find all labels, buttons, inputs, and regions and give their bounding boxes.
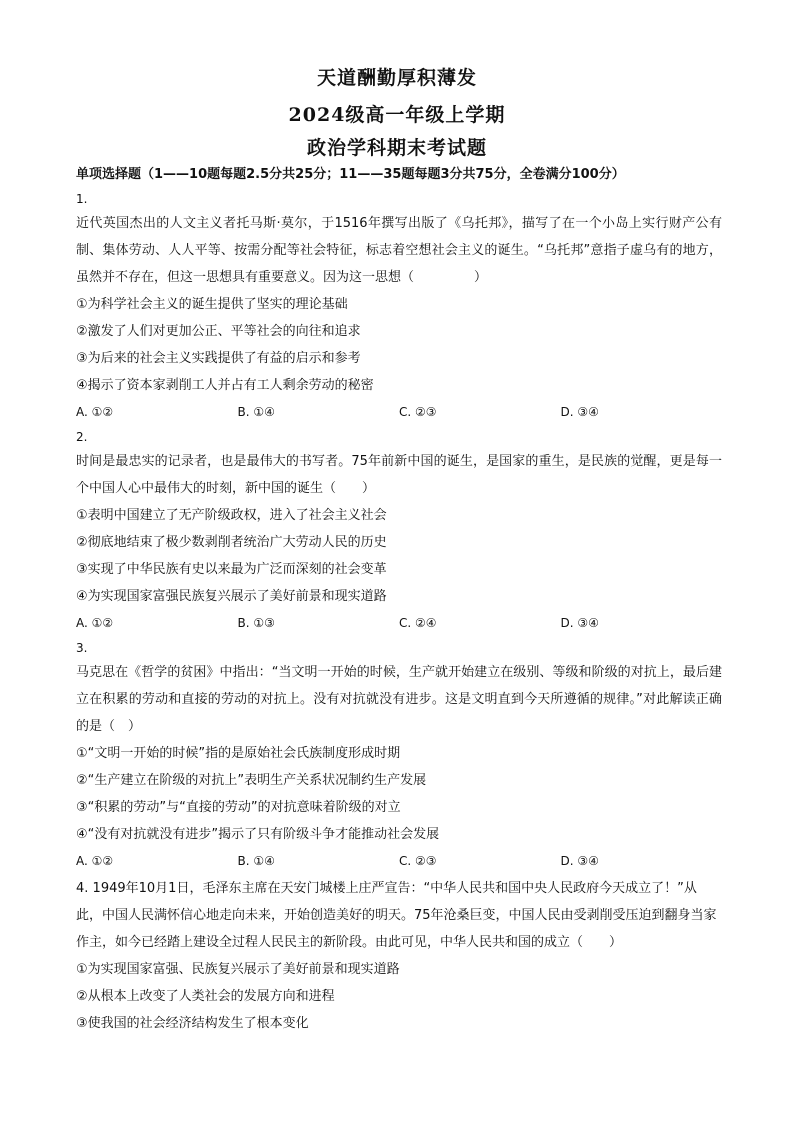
- question-4: [76, 875, 722, 1037]
- answer-choices: [76, 399, 722, 426]
- exam-title: 政治学科期末考试题: [306, 137, 487, 159]
- statement-option: ①“文明一开始的时候”指的是原始社会氏族制度形成时期: [76, 746, 401, 761]
- statement-option: ④揭示了资本家剥削工人并占有工人剩余劳动的秘密: [76, 378, 374, 393]
- question-2: [76, 426, 722, 637]
- choice-d[interactable]: D. ③④: [560, 854, 599, 868]
- question-stem: 时间是最忠实的记录者，也是最伟大的书写者。75年前新中国的诞生，是国家的重生，是民族的觉醒，更是每一个中国人心中最伟大的时刻，新中国的诞生（ ）: [76, 454, 722, 496]
- statement-option: ④为实现国家富强民族复兴展示了美好前景和现实道路: [76, 589, 387, 604]
- statement-option: ②激发了人们对更加公正、平等社会的向往和追求: [76, 324, 361, 339]
- statement-option: ①为科学社会主义的诞生提供了坚实的理论基础: [76, 297, 348, 312]
- question-stem-text: 近代英国杰出的人文主义者托马斯·莫尔，于1516年撰写出版了《乌托邦》，描写了在一个小岛上实行财产公有制、集体劳动、人人平等、按需分配等社会特征，标志着空想社会主义的诞生。“乌托邦”意指子虚乌有的地方，虽然并不存在，但这一思想具有重要意义。因为这一思想（: [76, 216, 722, 285]
- statement-option: ④“没有对抗就没有进步”揭示了只有阶级斗争才能推动社会发展: [76, 827, 440, 842]
- question-number: 3.: [76, 641, 88, 655]
- statement-option: ②“生产建立在阶级的对抗上”表明生产关系状况制约生产发展: [76, 773, 427, 788]
- grade-term: 2024级高一年级上学期: [288, 104, 506, 126]
- statement-option: ②彻底地结束了极少数剥削者统治广大劳动人民的历史: [76, 535, 387, 550]
- answer-choices: [76, 610, 722, 637]
- statement-option: ①表明中国建立了无产阶级政权，进入了社会主义社会: [76, 508, 387, 523]
- question-3: [76, 637, 722, 875]
- statement-option: ③“积累的劳动”与“直接的劳动”的对抗意味着阶级的对立: [76, 800, 401, 815]
- section-instructions: 单项选择题（1——10题每题2.5分共25分；11——35题每题3分共75分，全卷满分100分）: [76, 167, 625, 182]
- statement-option: ③使我国的社会经济结构发生了根本变化: [76, 1016, 309, 1031]
- choice-d[interactable]: D. ③④: [560, 405, 599, 419]
- question-stem: [76, 875, 722, 956]
- statement-option: ①为实现国家富强、民族复兴展示了美好前景和现实道路: [76, 962, 400, 977]
- choice-b[interactable]: B. ①③: [237, 616, 275, 630]
- question-list: [76, 188, 722, 1037]
- answer-choices: [76, 848, 722, 875]
- question-number: 2.: [76, 430, 88, 444]
- question-stem-end: ）: [474, 270, 488, 285]
- choice-c[interactable]: C. ②③: [399, 854, 437, 868]
- question-1: [76, 188, 722, 426]
- choice-a[interactable]: A. ①②: [76, 854, 114, 868]
- choice-b[interactable]: B. ①④: [237, 854, 275, 868]
- statement-option: ③为后来的社会主义实践提供了有益的启示和参考: [76, 351, 361, 366]
- question-stem: [76, 210, 722, 291]
- choice-d[interactable]: D. ③④: [560, 616, 599, 630]
- question-stem-text: 1949年10月1日，毛泽东主席在天安门城楼上庄严宣告：“中华人民共和国中央人民政府今天成立了！”从此，中国人民满怀信心地走向未来，开始创造美好的明天。75年沧桑巨变，中国人民由受剥削受压迫到翻身当家作主，如今已经踏上建设全过程人民民主的新阶段。由此可见，中华人民共和国的成立（ ）: [76, 881, 717, 950]
- question-stem: 马克思在《哲学的贫困》中指出：“当文明一开始的时候，生产就开始建立在级别、等级和阶级的对抗上，最后建立在积累的劳动和直接的劳动的对抗上。没有对抗就没有进步。这是文明直到今天所遵循的规律。”对此解读正确的是（ ）: [76, 665, 722, 734]
- choice-b[interactable]: B. ①④: [237, 405, 275, 419]
- statement-option: ③实现了中华民族有史以来最为广泛而深刻的社会变革: [76, 562, 387, 577]
- choice-a[interactable]: A. ①②: [76, 405, 114, 419]
- choice-a[interactable]: A. ①②: [76, 616, 114, 630]
- choice-c[interactable]: C. ②③: [399, 405, 437, 419]
- question-number: 1.: [76, 192, 88, 206]
- statement-option: ②从根本上改变了人类社会的发展方向和进程: [76, 989, 335, 1004]
- choice-c[interactable]: C. ②④: [399, 616, 437, 630]
- question-number: 4.: [76, 881, 89, 896]
- school-motto: 天道酬勤厚积薄发: [316, 67, 477, 89]
